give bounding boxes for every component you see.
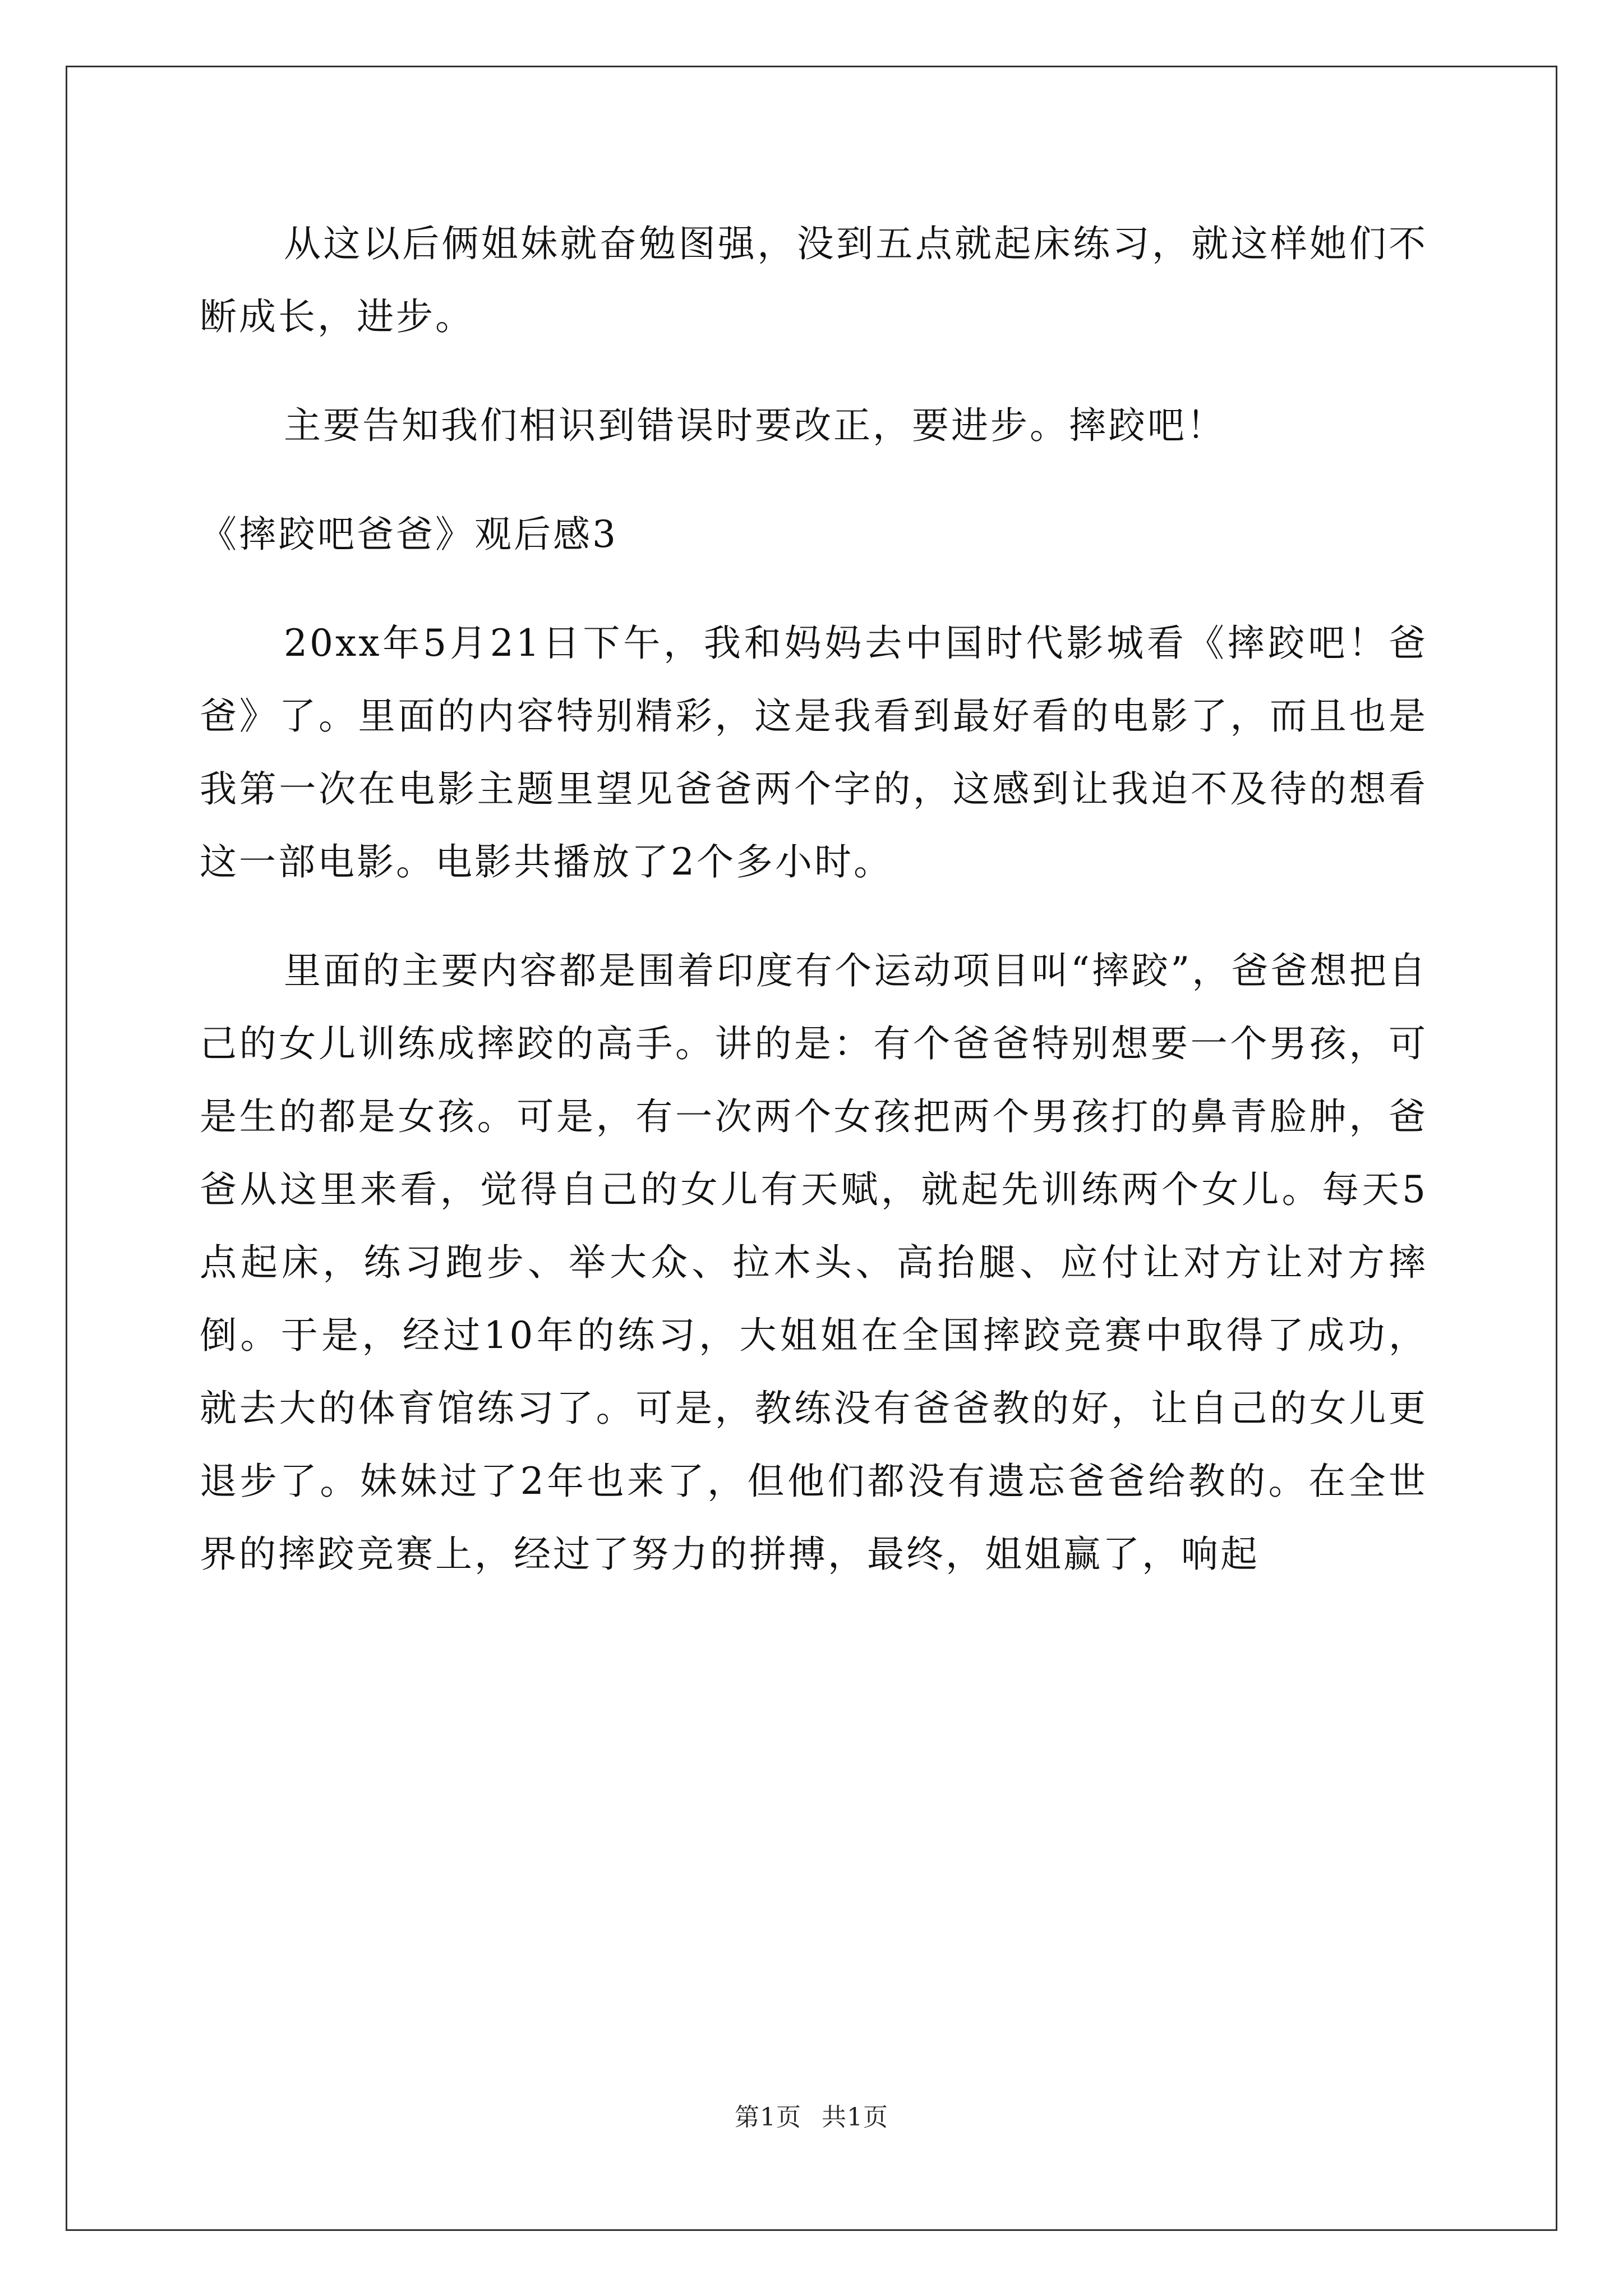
section-heading: 《摔跤吧爸爸》观后感3: [200, 513, 618, 556]
paragraph-4: 里面的主要内容都是围着印度有个运动项目叫“摔跤”，爸爸想把自己的女儿训练成摔跤的高手。讲的是：有个爸爸特别想要一个男孩，可是生的都是女孩。可是，有一次两个女孩把两个男孩打的鼻青脸肿，爸爸从这里来看，觉得自己的女儿有天赋，就起先训练两个女儿。每天5点起床，练习跑步、举大众、拉木头、高抬腿、应付让对方让对方摔倒。于是，经过10年的练习，大姐姐在全国摔跤竞赛中取得了成功，就去大的体育馆练习了。可是，教练没有爸爸教的好，让自己的女儿更退步了。妹妹过了2年也来了，但他们都没有遗忘爸爸给教的。在全世界的摔跤竞赛上，经过了努力的拼搏，最终，姐姐赢了，响起: [200, 949, 1428, 1576]
paragraph-1: 从这以后俩姐妹就奋勉图强，没到五点就起床练习，就这样她们不断成长，进步。: [200, 222, 1428, 338]
page-footer: [0, 2101, 1623, 2134]
document-body: [200, 208, 1428, 1591]
paragraph-2: 主要告知我们相识到错误时要改正，要进步。摔跤吧！: [284, 404, 1226, 447]
paragraph-3: 20xx年5月21日下午，我和妈妈去中国时代影城看《摔跤吧！爸爸》了。里面的内容特别精彩，这是我看到最好看的电影了，而且也是我第一次在电影主题里望见爸爸两个字的，这感到让我迫不及待的想看这一部电影。电影共播放了2个多小时。: [200, 622, 1428, 884]
page-total: 共1页: [822, 2103, 888, 2132]
page-number: 第1页: [735, 2103, 801, 2132]
